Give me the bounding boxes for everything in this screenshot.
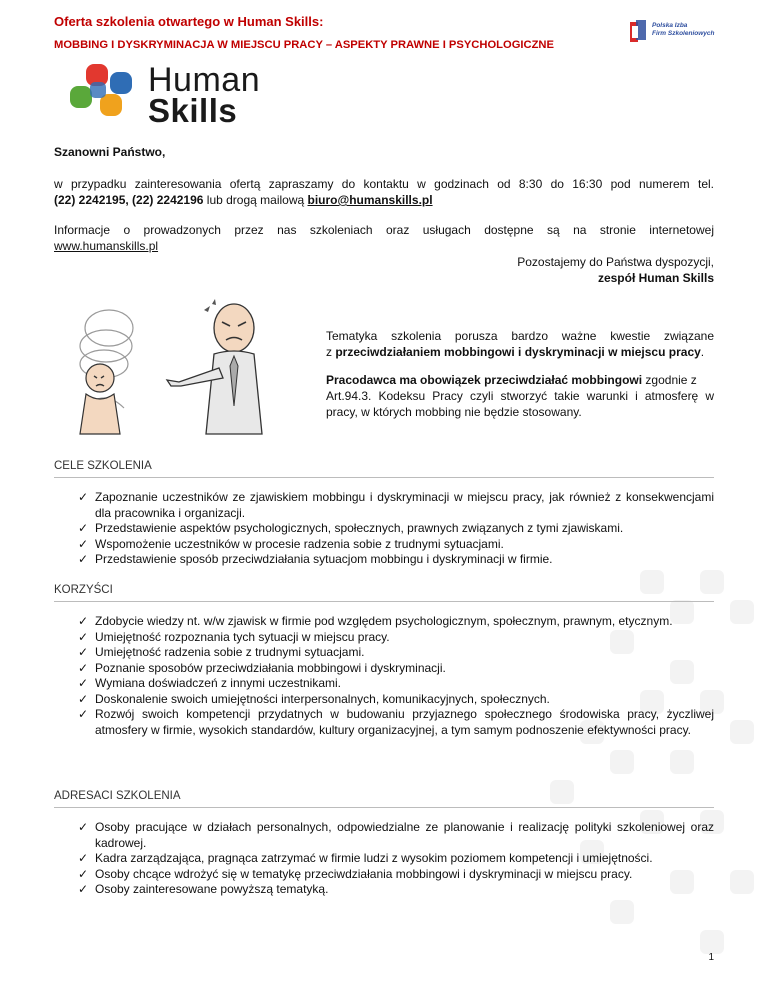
contact-line-2 [54,192,714,208]
list-item [78,707,714,738]
check-icon: ✓ [78,691,89,706]
list-item-text: Przedstawienie sposób przeciwdziałania sytuacjom mobbingu i dyskryminacji w firmie. [95,552,553,566]
intro-prefix: z [326,345,336,359]
contact-line-1: w przypadku zainteresowania ofertą zapraszamy do kontaktu w godzinach od 8:30 do 16:30 pod numerem tel. [54,177,714,191]
page-number: 1 [708,952,714,963]
list-item [78,537,714,553]
intro-line-1: Tematyka szkolenia porusza bardzo ważne kwestie związane [326,329,714,343]
header-course-title: MOBBING I DYSKRYMINACJA W MIEJSCU PRACY – ASPEKTY PRAWNE I PSYCHOLOGICZNE [54,39,554,51]
logo-word-human: Human [148,61,261,99]
partner-logo-text [652,22,724,38]
list-item [78,630,714,646]
list-item-text: Rozwój swoich kompetencji przydatnych w budowaniu przyjaznego społecznego środowiska pracy, życzliwej atmosfery w firmie, wysokich standardów, kultury organizacyjnej, a tym samym podnoszenie efektywności pracy. [95,707,714,737]
list-item [78,676,714,692]
list-item-text: Wspomożenie uczestników w procesie radzenia sobie z trudnymi sytuacjami. [95,536,504,551]
list-item-text: Zapoznanie uczestników ze zjawiskiem mobbingu i dyskryminacji w miejscu pracy, jak również z konsekwencjami dla pracownika i organizacji. [95,490,714,520]
check-icon: ✓ [78,707,89,721]
intro-p2-line-1 [326,372,714,388]
employer-duty: Pracodawca ma obowiązek przeciwdziałać mobbingowi [326,373,643,387]
intro-line-2 [326,344,714,360]
list-item-text: Osoby pracujące w działach personalnych, odpowiedzialne ze planowanie i realizację polityki szkoleniowej oraz kadrowej. [95,820,714,850]
check-icon: ✓ [78,882,89,896]
email-prefix: lub drogą mailową [203,193,308,207]
list-item-text: Poznanie sposobów przeciwdziałania mobbingowi i dyskryminacji. [95,660,446,675]
check-icon: ✓ [78,851,89,865]
check-icon: ✓ [78,536,89,551]
section-title-audience: ADRESACI SZKOLENIA [54,790,181,802]
intro-p2-line-2: Art.94.3. Kodeksu Pracy czyli stworzyć takie warunki i atmosferę w [326,389,714,403]
check-icon: ✓ [78,676,89,690]
list-item [78,490,714,521]
email-link[interactable]: biuro@humanskills.pl [307,193,433,207]
list-item-text: Kadra zarządzająca, pragnąca zatrzymać w firmie ludzi z wysokim poziomem kompetencji i umiejętności. [95,851,653,865]
list-item [78,867,714,883]
check-icon: ✓ [78,820,89,834]
check-icon: ✓ [78,645,89,659]
partner-logo-line2: Firm Szkoleniowych [652,30,715,37]
check-icon: ✓ [78,866,89,881]
header-offer-line: Oferta szkolenia otwartego w Human Skills: [54,14,324,29]
mobbing-illustration [54,298,314,448]
list-item [78,851,714,867]
list-item [78,661,714,677]
intro-p2-line-3: pracy, w których mobbing nie będzie stosowany. [326,405,582,419]
check-icon: ✓ [78,490,89,504]
intro-p2-a: zgodnie z [642,373,697,387]
website-line-1: Informacje o prowadzonych przez nas szkoleniach oraz usługach dostępne są na stronie internetowej [54,223,714,237]
partner-logo-line1: Polska Izba [652,22,688,29]
list-item [78,692,714,708]
list-item-text: Umiejętność radzenia sobie z trudnymi sytuacjami. [95,645,365,659]
intro-period: . [700,345,705,359]
check-icon: ✓ [78,521,89,535]
greeting: Szanowni Państwo, [54,145,166,159]
closing-line-1: Pozostajemy do Państwa dyspozycji, [517,255,714,269]
list-item-text: Zdobycie wiedzy nt. w/w zjawisk w firmie pod względem psychologicznym, społecznym, prawnym, etycznym. [95,614,673,628]
intro-topic: przeciwdziałaniem mobbingowi i dyskryminacji w miejscu pracy [335,345,701,359]
list-item-text: Wymiana doświadczeń z innymi uczestnikami. [95,676,341,690]
audience-list [78,820,714,898]
list-item [78,552,714,568]
check-icon: ✓ [78,614,89,628]
section-divider [54,477,714,478]
list-item-text: Doskonalenie swoich umiejętności interpersonalnych, komunikacyjnych, społecznych. [95,691,550,706]
section-divider [54,807,714,808]
list-item [78,645,714,661]
list-item-text: Osoby zainteresowane powyższą tematyką. [95,882,329,896]
website-link[interactable]: www.humanskills.pl [54,239,159,253]
list-item [78,521,714,537]
list-item-text: Osoby chcące wdrożyć się w tematykę przeciwdziałania mobbingowi i dyskryminacji w miejscu pracy. [95,866,633,881]
benefits-list [78,614,714,738]
section-title-benefits: KORZYŚCI [54,584,113,596]
list-item [78,614,714,630]
list-item-text: Przedstawienie aspektów psychologicznych, społecznych, prawnych związanych z tymi zjawiskami. [95,521,624,535]
check-icon: ✓ [78,552,89,566]
list-item [78,820,714,851]
phone-numbers: (22) 2242195, (22) 2242196 [54,193,204,207]
check-icon: ✓ [78,660,89,675]
check-icon: ✓ [78,629,89,644]
goals-list [78,490,714,568]
section-divider [54,601,714,602]
list-item [78,882,714,898]
list-item-text: Umiejętność rozpoznania tych sytuacji w miejscu pracy. [95,629,390,644]
section-title-goals: CELE SZKOLENIA [54,460,152,472]
logo-word-skills: Skills [148,92,238,129]
closing-signature: zespół Human Skills [597,271,714,285]
website-line-2 [54,238,714,254]
